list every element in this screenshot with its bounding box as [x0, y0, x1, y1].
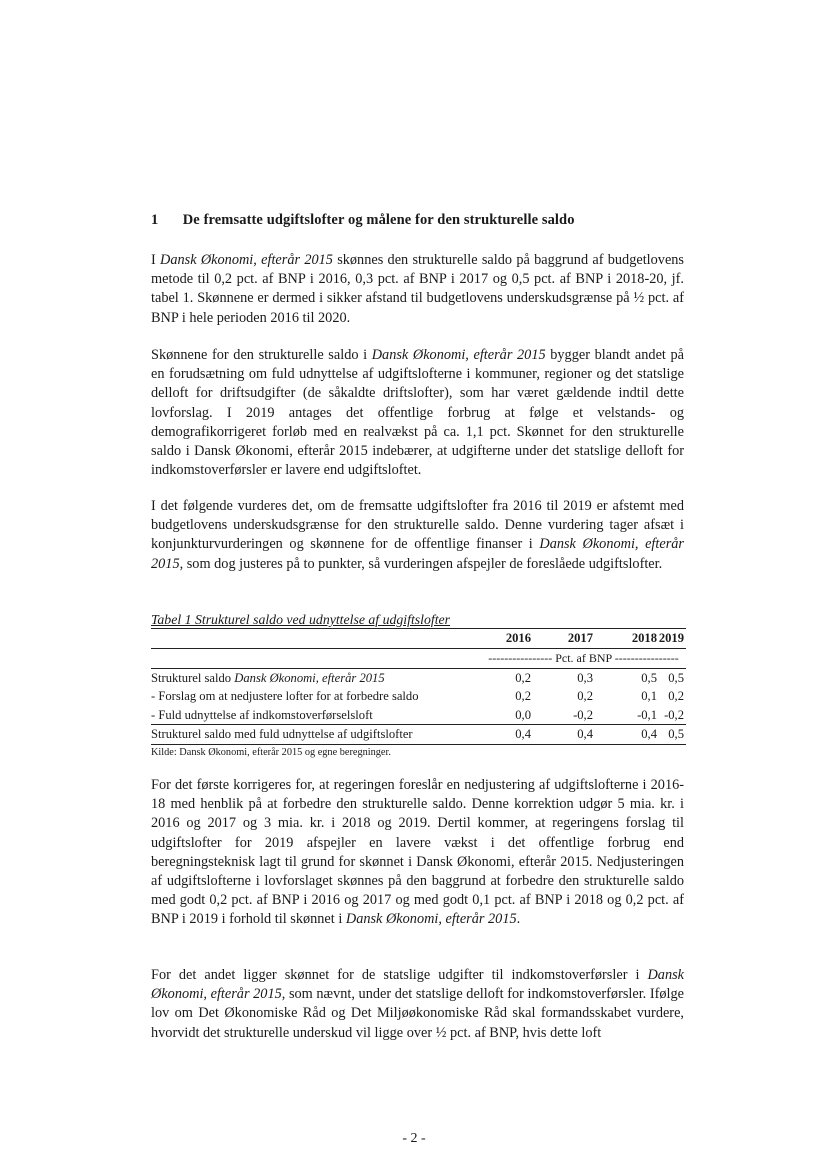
table-row: [151, 669, 686, 688]
paragraph-2-publication-ref: Dansk Økonomi, efterår 2015: [371, 347, 546, 363]
cell-value: 0,5: [641, 670, 657, 685]
paragraph-2: [151, 346, 684, 480]
row-label: Strukturel saldo Dansk Økonomi, efterår 2015: [151, 670, 385, 685]
total-value: 0,4: [641, 727, 657, 741]
cell-value: -0,1: [637, 707, 657, 722]
paragraph-4-publication-ref: Dansk Økonomi, efterår 2015: [345, 911, 517, 928]
cell-value: 0,2: [515, 689, 531, 703]
paragraph-3: [151, 497, 684, 574]
table-source-note: Kilde: Dansk Økonomi, efterår 2015 og egne beregninger.: [151, 746, 391, 758]
cell-value: 0,3: [577, 670, 593, 685]
cell-value: 0,1: [641, 689, 657, 703]
paragraph-5-publication-ref: Dansk Økonomi, efterår 2015: [151, 967, 684, 1003]
paragraph-5: [151, 966, 684, 1043]
year-header: 2018: [631, 631, 657, 645]
cell-value: -0,2: [573, 707, 593, 722]
table-row: [151, 687, 686, 706]
section-heading: [151, 212, 575, 229]
table-unit-row: [151, 649, 686, 668]
paragraph-1-publication-ref: Dansk Økonomi, efterår 2015: [160, 252, 333, 268]
cell-value: 0,5: [668, 670, 684, 685]
year-header: 2016: [505, 631, 531, 645]
table-row: [151, 706, 686, 725]
paragraph-4-text-a: For det første korrigeres for, at regeringen foreslår en nedjustering af udgiftslofterne i 2016-18 med henblik på at forbedre den strukturelle saldo. Denne korrektion udgør 5 mia. kr. i 2016 og 2017 og 3 mia. kr. i 2018 og 2019. Dertil kommer, at regeringens forslag til udgiftslofter for 2019 afspejler en lavere vækst i det offentlige forbrug end beregningsteknisk lagt til grund for skønnet i Dansk Økonomi, efterår 2015. Nedjusteringen af udgiftslofterne i lovforslaget skønnes på den baggrund at forbedre den strukturelle saldo med godt 0,2 pct. af BNP i 2016 og 2017 og med godt 0,1 pct. af BNP i 2018 og 0,2 pct. af BNP i 2019 i forhold til skønnet i: [151, 777, 684, 928]
paragraph-1-text-b: skønnes den strukturelle saldo på baggrund af budgetlovens metode til 0,2 pct. af BNP i 2016, 0,3 pct. af BNP i 2017 og 0,5 pct. af BNP i 2018-20, jf. tabel 1. Skønnene er dermed i sikker afstand til budgetlovens underskudsgrænse på ½ pct. af BNP i hele perioden 2016 til 2020.: [151, 252, 684, 326]
cell-value: 0,0: [515, 707, 531, 722]
total-value: 0,5: [668, 727, 684, 741]
paragraph-1-text-a: I: [151, 252, 161, 268]
table-caption: Tabel 1 Strukturel saldo ved udnyttelse af udgiftslofter: [151, 612, 451, 627]
paragraph-1: [151, 251, 684, 328]
cell-value: 0,2: [668, 689, 684, 703]
paragraph-3-text-a: I det følgende vurderes det, om de fremsatte udgiftslofter fra 2016 til 2019 er afstemt med budgetlovens underskudsgrænse for den strukturelle saldo. Denne vurdering tager afsæt i konjunkturvurderingen og skønnene for de offentlige finanser i: [151, 498, 684, 553]
page-number: - 2 -: [402, 1131, 426, 1146]
cell-value: -0,2: [664, 707, 684, 722]
row-label: - Forslag om at nedjustere lofter for at forbedre saldo: [151, 689, 419, 703]
paragraph-4: [151, 776, 684, 930]
table-header-row: [151, 629, 686, 649]
paragraph-3-publication-ref: Dansk Økonomi, efterår 2015: [151, 536, 684, 572]
section-title: De fremsatte udgiftslofter og målene for den strukturelle saldo: [182, 212, 575, 228]
cell-value: 0,2: [515, 670, 531, 685]
total-value: 0,4: [515, 727, 531, 741]
year-header: 2017: [567, 631, 593, 645]
paragraph-4-text-b: .: [516, 911, 521, 928]
paragraph-5-text-b: , som nævnt, under det statslige delloft for indkomstoverførsler. Ifølge lov om Det Økonomiske Råd og Det Miljøøkonomiske Råd skal formandsskabet vurdere, hvorvidt det strukturelle underskud vil ligge over ½ pct. af BNP, hvis dette loft: [151, 986, 685, 1041]
paragraph-2-text-a: Skønnene for den strukturelle saldo i: [151, 347, 372, 363]
paragraph-2-text-b: bygger blandt andet på en forudsætning om fuld udnyttelse af udgiftslofterne i kommuner, regioner og det statslige delloft for driftsudgifter (de såkaldte driftslofter), som har været gældende indtil dette lovforslag. I 2019 antages det offentlige forbrug at følge et velstands- og demografikorrigeret forløb med en realvækst på ca. 1,1 pct. Skønnet for den strukturelle saldo i Dansk Økonomi, efterår 2015 indebærer, at udgifterne under det statslige delloft for indkomstoverførsler er lavere end udgiftsloftet.: [151, 347, 685, 479]
unit-label: ---------------- Pct. af BNP ----------------: [488, 651, 679, 665]
cell-value: 0,2: [577, 689, 593, 703]
row-label: - Fuld udnyttelse af indkomstoverførselsloft: [151, 707, 373, 722]
data-table: [151, 628, 686, 761]
section-number: 1: [151, 212, 159, 228]
year-header: 2019: [658, 631, 684, 645]
total-value: 0,4: [577, 727, 593, 741]
paragraph-5-text-a: For det andet ligger skønnet for de statslige udgifter til indkomstoverførsler i: [151, 967, 648, 983]
table-total-row: [151, 725, 686, 745]
paragraph-3-text-b: , som dog justeres på to punkter, så vurderingen afspejler de foreslåede udgiftslofter.: [179, 555, 663, 572]
total-label: Strukturel saldo med fuld udnyttelse af udgiftslofter: [151, 727, 413, 741]
